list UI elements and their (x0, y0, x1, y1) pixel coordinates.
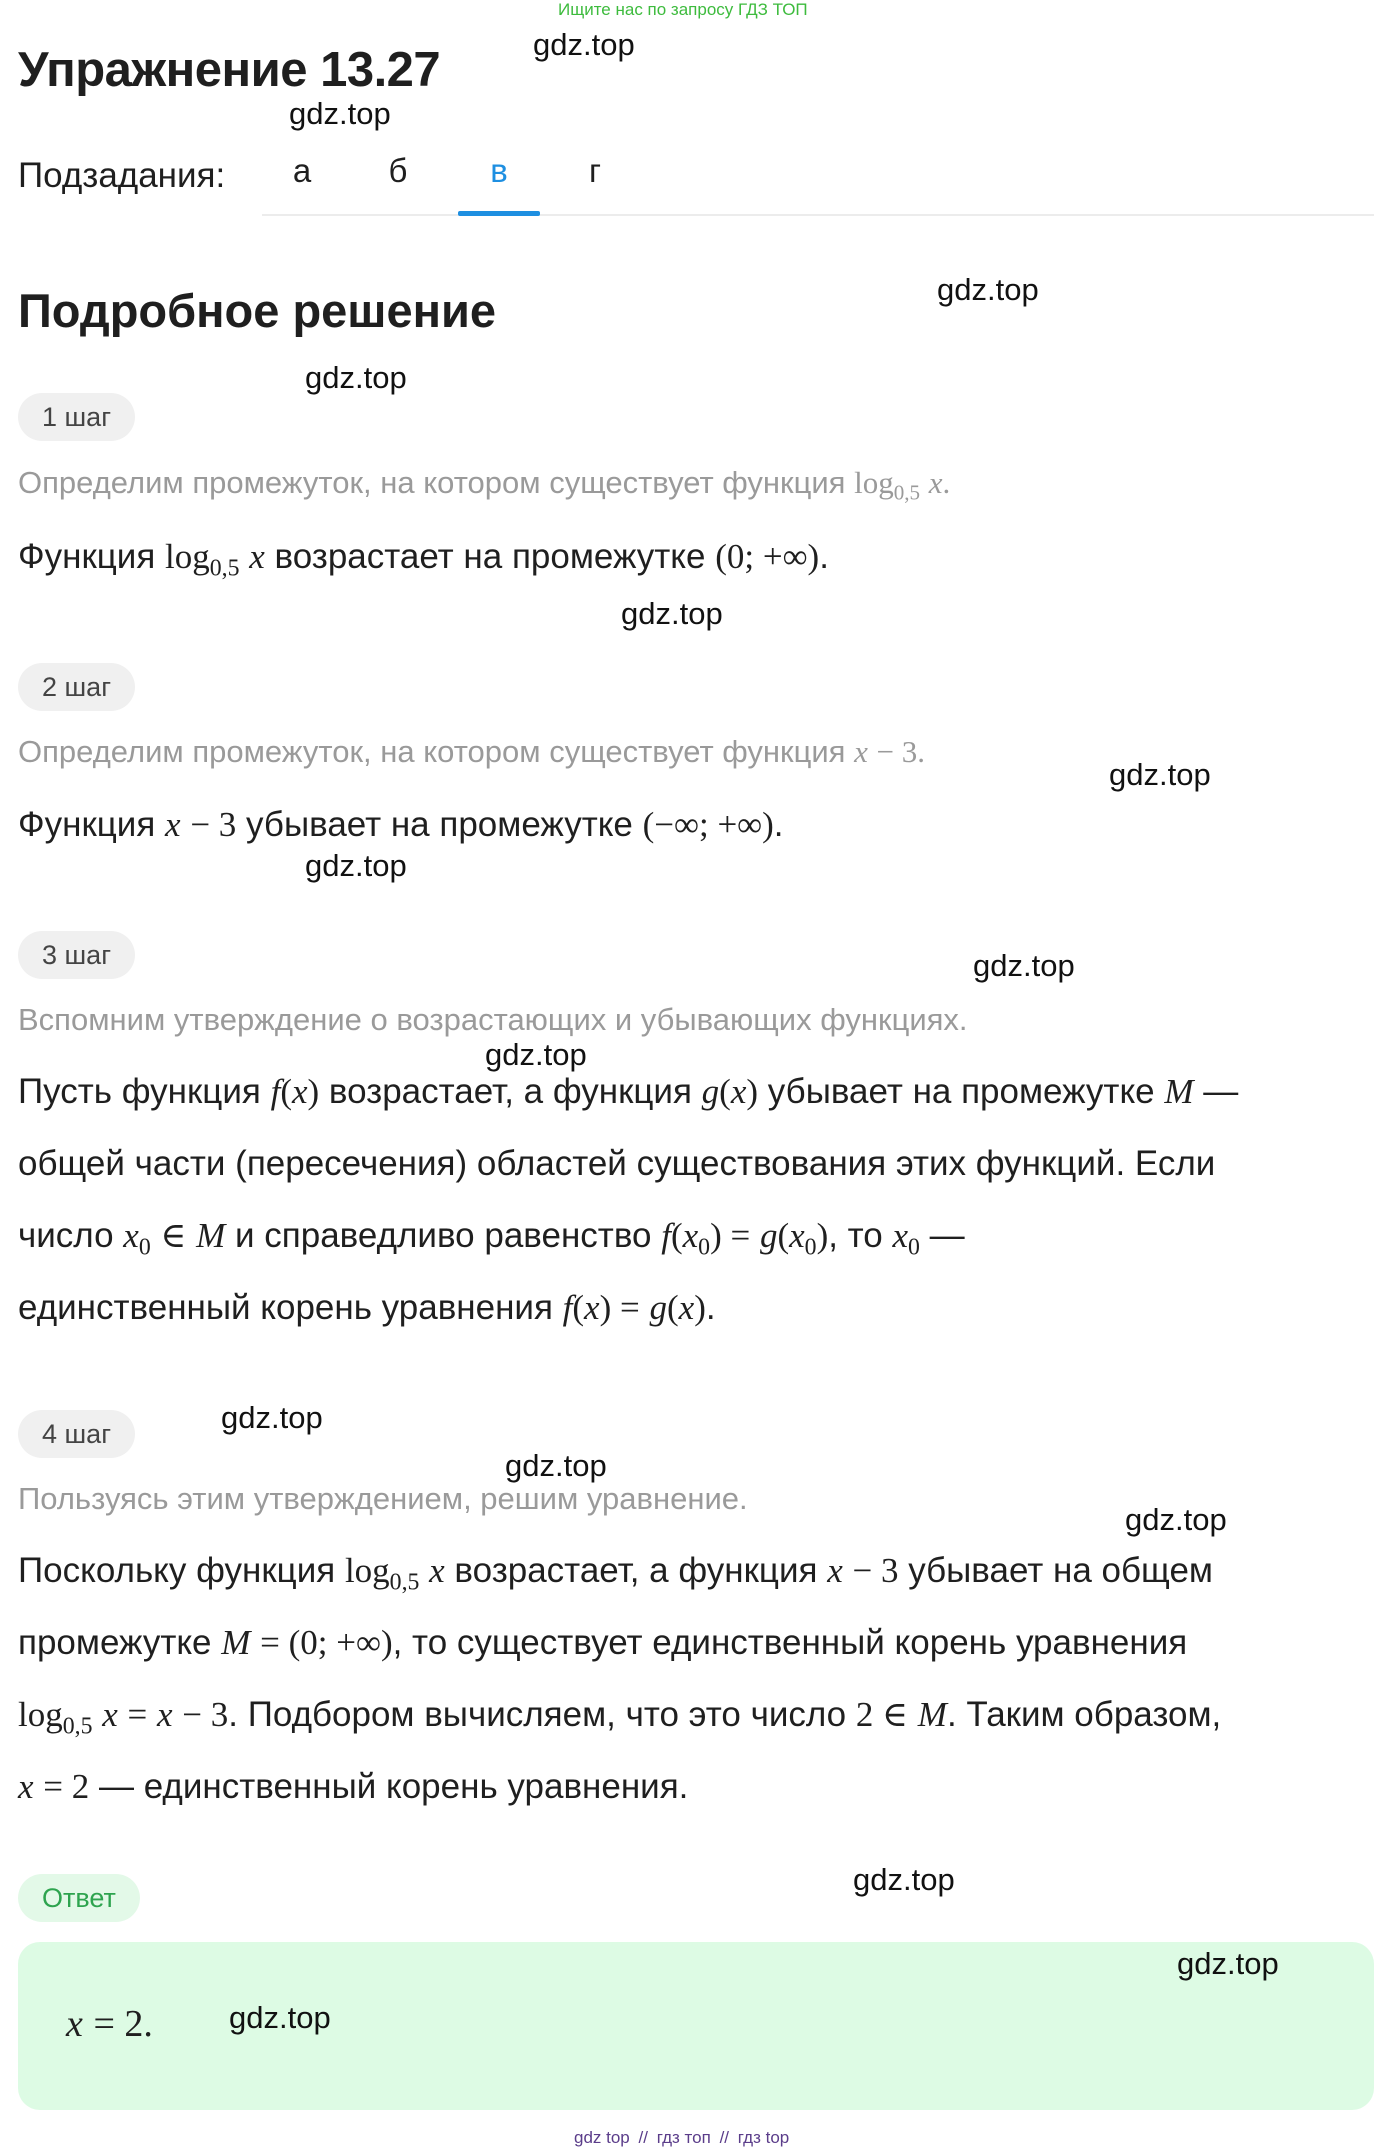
watermark: gdz.top (229, 2000, 331, 2035)
tabs-divider (262, 214, 1374, 216)
watermark: gdz.top (1177, 1946, 1279, 1981)
footer-link[interactable]: гдз top (737, 2128, 790, 2147)
watermark: gdz.top (221, 1400, 323, 1435)
watermark: gdz.top (505, 1448, 607, 1483)
watermark: gdz.top (853, 1862, 955, 1897)
step-body-line: Поскольку функция $\log_{0,5} x$ возрастает, а функция x − 3 убывает на общем (18, 1551, 1213, 1596)
watermark: gdz.top (973, 948, 1075, 983)
step-hint: Определим промежуток, на котором существует функция $\log_{0,5} x$. (18, 465, 951, 505)
subtasks-label: Подзадания: (18, 156, 226, 195)
step-badge: 4 шаг (18, 1410, 135, 1458)
page-title: Упражнение 13.27 (18, 43, 441, 97)
watermark: gdz.top (1125, 1502, 1227, 1537)
search-banner[interactable]: Ищите нас по запросу ГДЗ ТОП (558, 0, 808, 19)
step-hint: Пользуясь этим утверждением, решим уравнение. (18, 1481, 748, 1516)
footer-separator: // (719, 2128, 730, 2147)
active-tab-indicator (458, 211, 540, 216)
tab-b[interactable]: б (388, 152, 408, 189)
step-body-line: x = 2 — единственный корень уравнения. (18, 1767, 689, 1806)
watermark: gdz.top (305, 848, 407, 883)
step-body-line: промежутке M = (0; +∞), то существует единственный корень уравнения (18, 1623, 1188, 1662)
watermark: gdz.top (1109, 757, 1211, 792)
step-badge: 3 шаг (18, 931, 135, 979)
footer-link[interactable]: гдз топ (656, 2128, 711, 2147)
hint-math-var: x (928, 465, 943, 500)
step-hint: Определим промежуток, на котором существует функция x − 3. (18, 734, 925, 769)
footer-link[interactable]: gdz top (574, 2128, 630, 2147)
step-badge: 2 шаг (18, 663, 135, 711)
tab-a[interactable]: а (292, 152, 312, 189)
step-hint: Вспомним утверждение о возрастающих и убывающих функциях. (18, 1002, 968, 1037)
watermark: gdz.top (621, 596, 723, 631)
step-body: Функция x − 3 убывает на промежутке (−∞; +∞). (18, 805, 784, 844)
hint-text: Определим промежуток, на котором существует функция (18, 734, 855, 769)
watermark: gdz.top (289, 96, 391, 131)
answer-badge: Ответ (18, 1874, 140, 1922)
hint-text: Определим промежуток, на котором существует функция (18, 465, 855, 500)
footer-separator: // (638, 2128, 648, 2147)
watermark: gdz.top (937, 272, 1039, 307)
step-badge: 1 шаг (18, 393, 135, 441)
hint-math: $\log_{0,5}$ (854, 465, 921, 505)
watermark: gdz.top (485, 1037, 587, 1072)
step-body-line: общей части (пересечения) областей существования этих функций. Если (18, 1144, 1216, 1183)
section-title: Подробное решение (18, 284, 497, 337)
tab-g[interactable]: г (588, 152, 602, 189)
watermark: gdz.top (533, 27, 635, 62)
answer-box (18, 1942, 1374, 2110)
tab-v[interactable]: в (490, 152, 508, 189)
answer-value: x = 2. (66, 2003, 153, 2045)
step-body-line: число $x_0$ ∈ M и справедливо равенство $f(x_0) = g(x_0)$, то $x_0$ — (18, 1216, 965, 1261)
step-body-line: Пусть функция f(x) возрастает, а функция g(x) убывает на промежутке M — (18, 1072, 1239, 1111)
footer-links (572, 2128, 791, 2148)
step-body-line: единственный корень уравнения f(x) = g(x). (18, 1288, 716, 1327)
watermark: gdz.top (305, 360, 407, 395)
step-body-line: $\log_{0,5} x = x - 3$. Подбором вычисляем, что это число 2 ∈ M. Таким образом, (18, 1695, 1222, 1740)
step-body: Функция $\log_{0,5} x$ возрастает на промежутке (0; +∞). (18, 537, 829, 582)
